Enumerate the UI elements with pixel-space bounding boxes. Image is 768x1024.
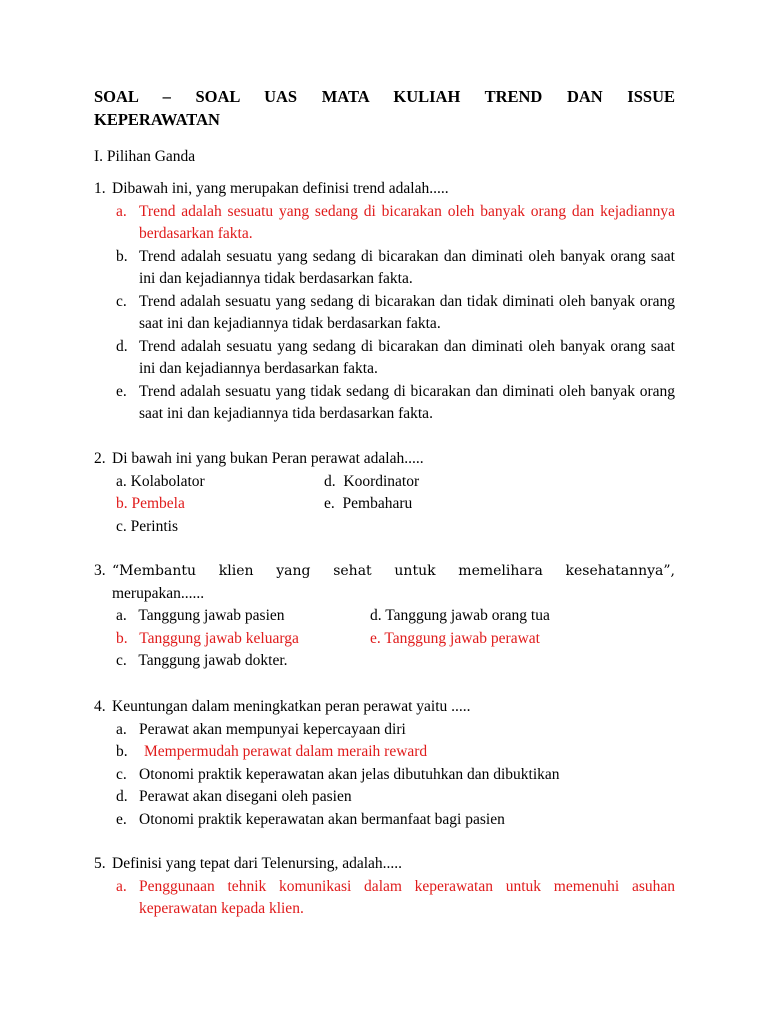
option-text: Pembela [131,495,185,512]
option-text: Otonomi praktik keperawatan akan bermanfaat bagi pasien [139,810,505,828]
option-label: a. [116,202,127,220]
option-text: Perintis [130,517,179,535]
question-number: 4. [94,698,106,715]
option-grid [94,471,675,539]
title-line-1: SOAL – SOAL UAS MATA KULIAH TREND DAN ISSUE [94,87,675,106]
question-text: Di bawah ini yang bukan Peran perawat adalah..... [112,450,424,467]
option-b [116,493,185,516]
question-number: 3. [94,562,106,579]
option-a [94,201,675,246]
option-d [94,786,675,809]
option-e [324,493,412,516]
document-title [94,86,675,131]
option-label: d. [116,337,128,355]
option-label: d. [324,472,336,490]
option-label: e. [370,629,381,647]
question-text: Definisi yang tepat dari Telenursing, adalah..... [112,855,403,872]
option-label: c. [116,765,127,783]
question-text: “Membantu klien yang sehat untuk memelihara kesehatannya”, [112,563,675,579]
option-d [94,336,675,381]
option-c [116,650,288,673]
option-label: e. [324,495,335,512]
option-label: b. [116,247,128,265]
option-text: Kolabolator [130,472,205,490]
question-5 [94,853,675,921]
question-4 [94,696,675,831]
question-number: 5. [94,855,106,872]
option-text: Tanggung jawab keluarga [139,629,299,647]
option-text: Trend adalah sesuatu yang sedang di bicarakan oleh banyak orang dan kejadiannya berdasarkan fakta. [139,202,675,242]
option-d [370,605,550,628]
option-c [94,291,675,336]
option-text: Trend adalah sesuatu yang tidak sedang di bicarakan dan diminati oleh banyak orang saat ini dan kejadiannya tida berdasarkan fakta. [139,382,675,422]
option-e [370,628,540,651]
option-c [94,764,675,787]
question-number: 2. [94,450,106,467]
option-text: Otonomi praktik keperawatan akan jelas dibutuhkan dan dibuktikan [139,765,560,783]
option-text: Koordinator [343,472,420,490]
option-label: a. [116,607,127,624]
option-text: Trend adalah sesuatu yang sedang di bicarakan dan diminati oleh banyak orang saat ini dan kejadiannya berdasarkan fakta. [139,337,675,377]
option-text: Tanggung jawab orang tua [385,607,550,624]
option-label: b. [116,495,128,512]
question-number: 1. [94,180,106,197]
option-a [94,719,675,742]
question-3 [94,560,675,673]
option-text: Pembaharu [342,495,413,512]
option-text: Tanggung jawab dokter. [138,652,288,669]
option-grid [94,605,675,673]
option-text: Tanggung jawab pasien [138,607,285,624]
option-b [94,246,675,291]
option-text: Penggunaan tehnik komunikasi dalam keperawatan untuk memenuhi asuhan keperawatan kepada klien. [139,877,675,917]
option-label: e. [116,810,127,828]
option-text: Perawat akan mempunyai kepercayaan diri [139,720,406,738]
option-e [94,381,675,426]
option-text: Trend adalah sesuatu yang sedang di bicarakan dan diminati oleh banyak orang saat ini dan kejadiannya tidak berdasarkan fakta. [139,247,675,287]
option-b [94,741,675,764]
option-a [94,876,675,921]
option-text: Tanggung jawab perawat [384,629,540,647]
option-label: a. [116,472,127,490]
option-d [324,471,419,494]
option-text: Perawat akan disegani oleh pasien [139,788,352,805]
option-label: a. [116,720,127,738]
option-text: Trend adalah sesuatu yang sedang di bicarakan dan tidak diminati oleh banyak orang saat ini dan kejadiannya tidak berdasarkan fakta. [139,292,675,332]
question-text: Keuntungan dalam meningkatkan peran perawat yaitu ..... [112,698,471,715]
question-text: Dibawah ini, yang merupakan definisi trend adalah..... [112,180,449,197]
option-e [94,809,675,832]
section-heading: I. Pilihan Ganda [94,148,196,165]
title-line-2: KEPERAWATAN [94,109,220,129]
option-label: c. [116,652,127,669]
option-label: d. [116,788,128,805]
option-label: c. [116,517,127,535]
option-label: e. [116,382,127,400]
option-label: c. [116,292,127,310]
option-label: d. [370,607,382,624]
question-2 [94,448,675,538]
option-b [116,628,299,651]
option-text: Mempermudah perawat dalam meraih reward [144,743,428,760]
option-a [116,471,205,494]
option-c [116,516,178,539]
option-label: b. [116,743,128,760]
question-text-continued: merupakan...... [112,584,205,602]
question-1 [94,178,675,426]
option-label: a. [116,877,127,895]
option-a [116,605,285,628]
option-label: b. [116,629,128,647]
